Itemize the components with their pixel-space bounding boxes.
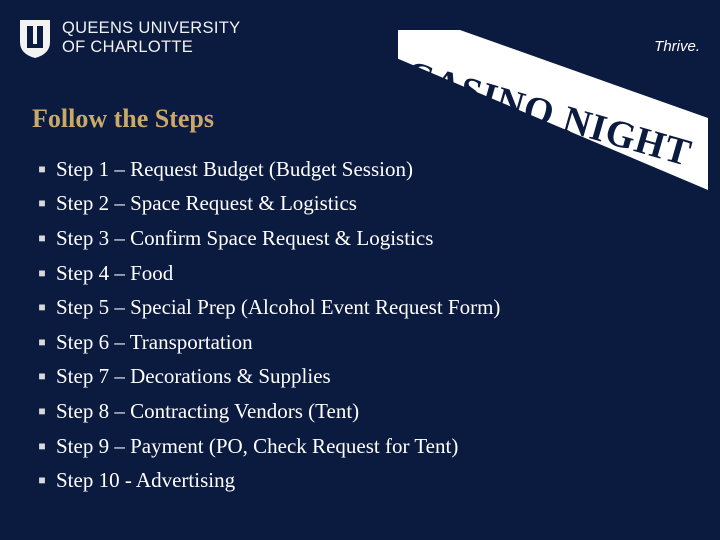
step-text: Step 5 – Special Prep (Alcohol Event Request Form)	[56, 295, 501, 320]
list-item	[36, 360, 500, 395]
bullet-icon: ■	[38, 403, 46, 418]
step-text: Step 4 – Food	[56, 260, 174, 285]
step-text: Step 6 – Transportation	[56, 329, 253, 354]
tagline: Thrive.	[654, 38, 700, 55]
logo-line-2: OF CHARLOTTE	[62, 38, 194, 56]
step-text: Step 10 - Advertising	[56, 468, 236, 493]
bullet-icon: ■	[38, 161, 46, 176]
bullet-icon: ■	[38, 438, 46, 453]
step-text: Step 3 – Confirm Space Request & Logistics	[56, 225, 434, 250]
step-text: Step 9 – Payment (PO, Check Request for Tent)	[56, 433, 459, 458]
university-crest-icon	[18, 16, 52, 60]
list-item	[36, 429, 500, 464]
list-item	[36, 394, 500, 429]
step-text: Step 2 – Space Request & Logistics	[56, 191, 357, 216]
bullet-icon: ■	[38, 334, 46, 349]
list-item	[36, 290, 500, 325]
list-item	[36, 221, 500, 256]
slide-heading: Follow the Steps	[32, 104, 214, 133]
bullet-icon: ■	[38, 369, 46, 384]
list-item	[36, 463, 500, 498]
list-item	[36, 256, 500, 291]
bullet-icon: ■	[38, 196, 46, 211]
steps-list	[36, 152, 500, 498]
bullet-icon: ■	[38, 230, 46, 245]
banner-text: CASINO NIGHT	[400, 52, 697, 175]
step-text: Step 8 – Contracting Vendors (Tent)	[56, 398, 360, 423]
bullet-icon: ■	[38, 473, 46, 488]
logo-wordmark	[62, 19, 240, 57]
list-item	[36, 152, 500, 187]
step-text: Step 1 – Request Budget (Budget Session)	[56, 156, 413, 181]
university-logo	[18, 16, 240, 60]
bullet-icon: ■	[38, 300, 46, 315]
list-item	[36, 187, 500, 222]
logo-line-1: QUEENS UNIVERSITY	[62, 19, 241, 37]
list-item	[36, 325, 500, 360]
step-text: Step 7 – Decorations & Supplies	[56, 364, 331, 389]
bullet-icon: ■	[38, 265, 46, 280]
